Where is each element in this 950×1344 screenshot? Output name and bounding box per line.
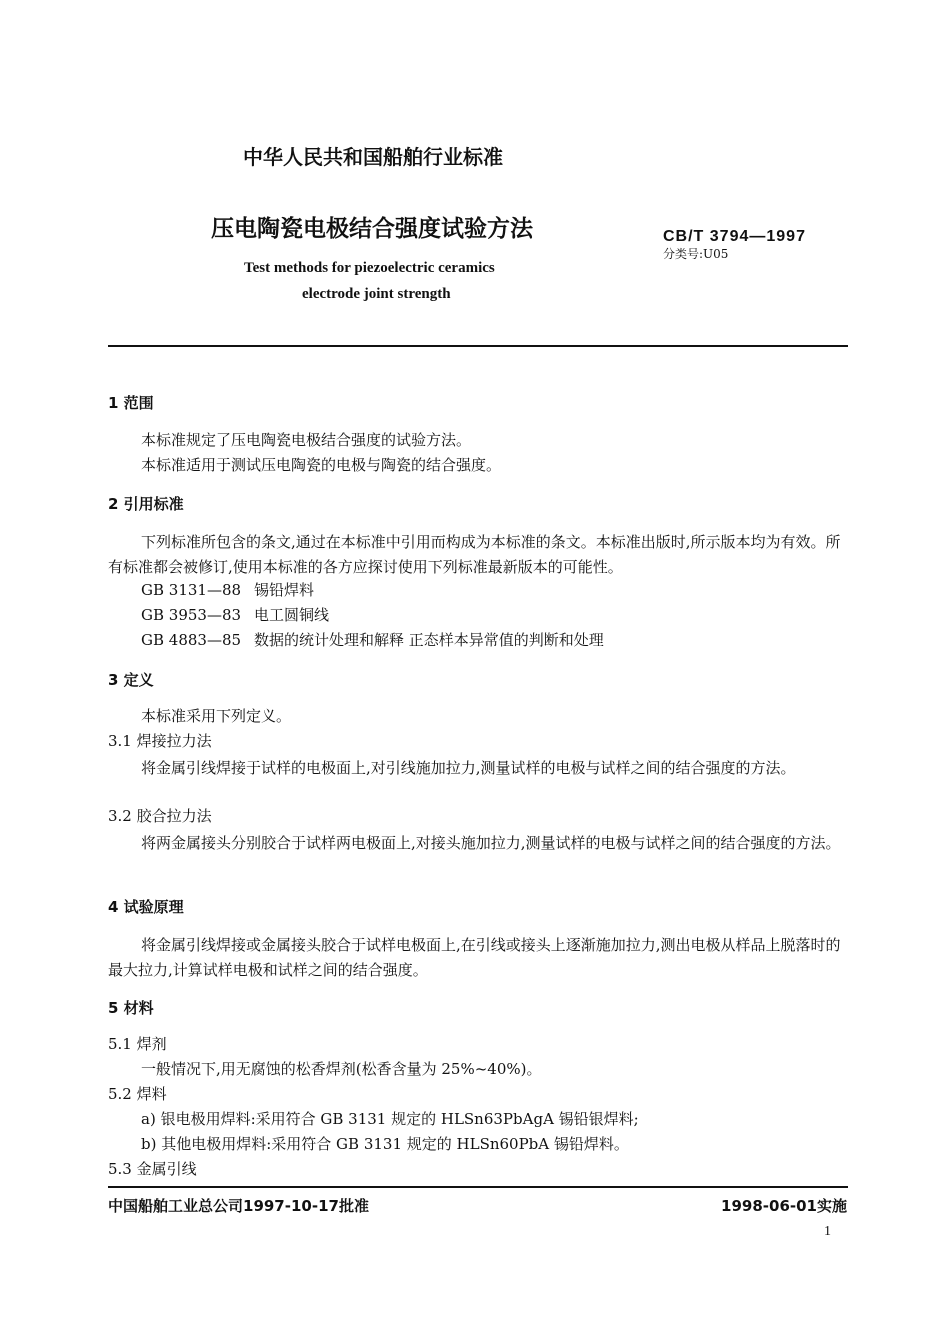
approval-line: 中国船舶工业总公司1997-10-17批准 [108, 1197, 369, 1215]
reference-name: 数据的统计处理和解释 正态样本异常值的判断和处理 [254, 631, 604, 649]
subsection-5-2-title: 5.2 焊料 [108, 1085, 167, 1103]
reference-row [141, 580, 314, 600]
classification-number: 分类号:U05 [663, 247, 729, 261]
implementation-date: 1998-06-01实施 [721, 1197, 847, 1215]
section-1-title: 1 范围 [108, 394, 154, 412]
org-title: 中华人民共和国船舶行业标准 [243, 145, 503, 169]
standard-code: CB/T 3794—1997 [663, 228, 806, 245]
reference-code: GB 3953—83 [141, 606, 242, 624]
subsection-5-1-title: 5.1 焊剂 [108, 1035, 167, 1053]
section-4-title: 4 试验原理 [108, 898, 184, 916]
doc-title-en-line1: Test methods for piezoelectric ceramics [244, 260, 495, 276]
reference-name: 锡铅焊料 [254, 581, 315, 599]
definition-3-1-title: 3.1 焊接拉力法 [108, 732, 212, 750]
doc-title-en-line2: electrode joint strength [302, 286, 451, 302]
footer-divider [108, 1186, 848, 1188]
section-3-paragraph: 本标准采用下列定义。 [141, 707, 292, 725]
page-number: 1 [824, 1224, 831, 1239]
section-2-title: 2 引用标准 [108, 495, 184, 513]
subsection-5-1-text: 一般情况下,用无腐蚀的松香焊剂(松香含量为 25%~40%)。 [141, 1060, 542, 1078]
section-5-title: 5 材料 [108, 999, 154, 1017]
definition-3-2-title: 3.2 胶合拉力法 [108, 807, 212, 825]
section-3-title: 3 定义 [108, 671, 154, 689]
reference-code: GB 4883—85 [141, 631, 242, 649]
definition-3-1-text: 将金属引线焊接于试样的电极面上,对引线施加拉力,测量试样的电极与试样之间的结合强度的方法。 [141, 759, 796, 777]
reference-row [141, 630, 604, 650]
section-1-paragraph-2: 本标准适用于测试压电陶瓷的电极与陶瓷的结合强度。 [141, 456, 502, 474]
section-2-paragraph: 下列标准所包含的条文,通过在本标准中引用而构成为本标准的条文。本标准出版时,所示版本均为有效。所有标准都会被修订,使用本标准的各方应探讨使用下列标准最新版本的可能性。 [108, 533, 841, 576]
reference-row [141, 605, 329, 625]
subsection-5-2-item-a: a) 银电极用焊料:采用符合 GB 3131 规定的 HLSn63PbAgA 锡铅银焊料; [141, 1110, 639, 1128]
reference-code: GB 3131—88 [141, 581, 242, 599]
header-divider [108, 345, 848, 347]
subsection-5-3-title: 5.3 金属引线 [108, 1160, 197, 1178]
section-4-paragraph: 将金属引线焊接或金属接头胶合于试样电极面上,在引线或接头上逐渐施加拉力,测出电极从样品上脱落时的最大拉力,计算试样电极和试样之间的结合强度。 [108, 936, 841, 979]
definition-3-2-text: 将两金属接头分别胶合于试样两电极面上,对接头施加拉力,测量试样的电极与试样之间的结合强度的方法。 [141, 834, 841, 852]
doc-title-cn: 压电陶瓷电极结合强度试验方法 [211, 216, 533, 242]
reference-name: 电工圆铜线 [254, 606, 330, 624]
section-1-paragraph-1: 本标准规定了压电陶瓷电极结合强度的试验方法。 [141, 431, 472, 449]
subsection-5-2-item-b: b) 其他电极用焊料:采用符合 GB 3131 规定的 HLSn60PbA 锡铅焊料。 [141, 1135, 629, 1153]
